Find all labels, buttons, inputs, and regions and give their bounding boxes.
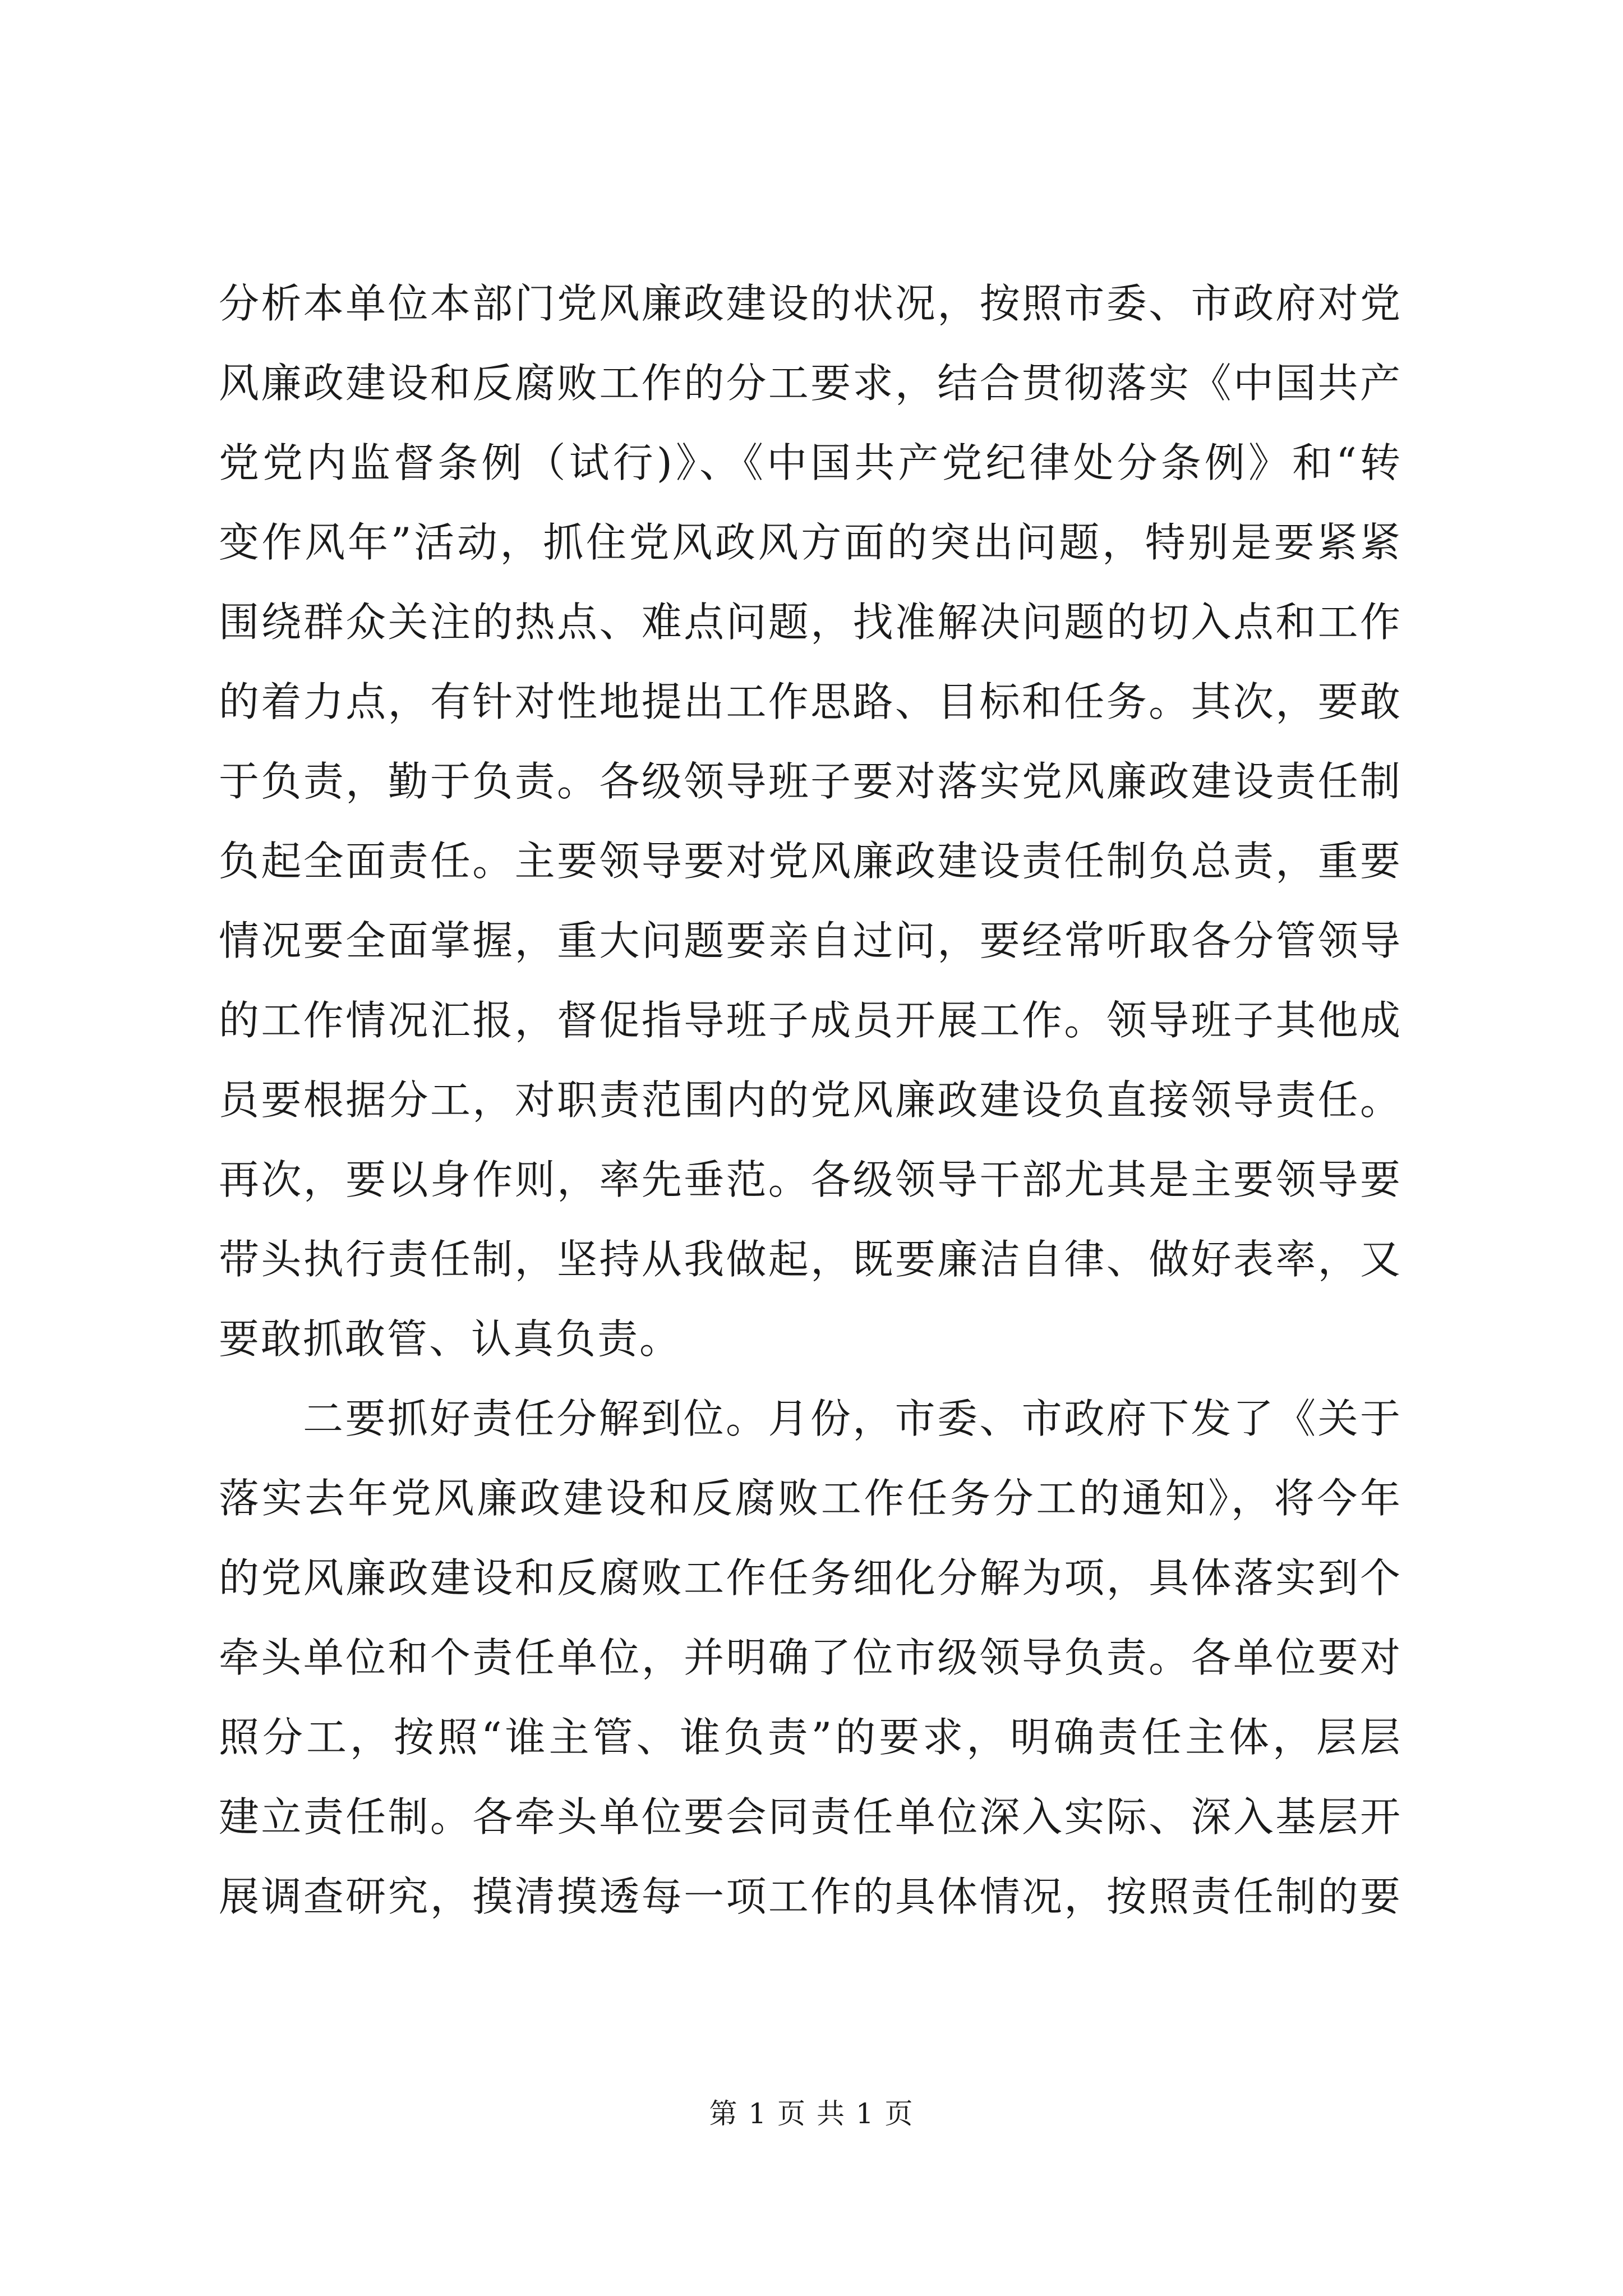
body-line: 展调查研究，摸清摸透每一项工作的具体情况，按照责任制的要 <box>219 1873 1402 1920</box>
body-line: 的着力点，有针对性地提出工作思路、目标和任务。其次，要敢 <box>219 678 1402 725</box>
body-line: 落实去年党风廉政建设和反腐败工作任务分工的通知》，将今年 <box>219 1475 1402 1522</box>
document-body <box>219 264 1402 1936</box>
body-line: 的党风廉政建设和反腐败工作任务细化分解为项，具体落实到个 <box>219 1554 1402 1602</box>
body-line: 员要根据分工，对职责范围内的党风廉政建设负直接领导责任。 <box>219 1076 1402 1124</box>
body-line: 于负责，勤于负责。各级领导班子要对落实党风廉政建设责任制 <box>219 758 1402 805</box>
page-number: 第 1 页 共 1 页 <box>709 2097 914 2130</box>
page-footer <box>0 2097 1623 2131</box>
body-line: 党党内监督条例（试行)》、《中国共产党纪律处分条例》和“转 <box>219 439 1402 486</box>
body-line: 再次，要以身作则，率先垂范。各级领导干部尤其是主要领导要 <box>219 1156 1402 1203</box>
body-line: 的工作情况汇报，督促指导班子成员开展工作。领导班子其他成 <box>219 997 1402 1044</box>
body-line: 牵头单位和个责任单位，并明确了位市级领导负责。各单位要对 <box>219 1634 1402 1681</box>
body-line: 负起全面责任。主要领导要对党风廉政建设责任制负总责，重要 <box>219 838 1402 885</box>
body-line: 分析本单位本部门党风廉政建设的状况，按照市委、市政府对党 <box>219 280 1402 327</box>
body-line: 变作风年”活动，抓住党风政风方面的突出问题，特别是要紧紧 <box>219 519 1402 566</box>
body-line: 带头执行责任制，坚持从我做起，既要廉洁自律、做好表率，又 <box>219 1236 1402 1283</box>
paragraph-first-line: 二要抓好责任分解到位。月份，市委、市政府下发了《关于 <box>303 1395 1402 1442</box>
body-line: 照分工，按照“谁主管、谁负责”的要求，明确责任主体，层层 <box>219 1714 1402 1761</box>
body-line: 风廉政建设和反腐败工作的分工要求，结合贯彻落实《中国共产 <box>219 360 1402 407</box>
body-line: 情况要全面掌握，重大问题要亲自过问，要经常听取各分管领导 <box>219 917 1402 964</box>
body-line: 建立责任制。各牵头单位要会同责任单位深入实际、深入基层开 <box>219 1793 1402 1841</box>
body-line: 要敢抓敢管、认真负责。 <box>219 1315 682 1363</box>
body-line: 围绕群众关注的热点、难点问题，找准解决问题的切入点和工作 <box>219 599 1402 646</box>
